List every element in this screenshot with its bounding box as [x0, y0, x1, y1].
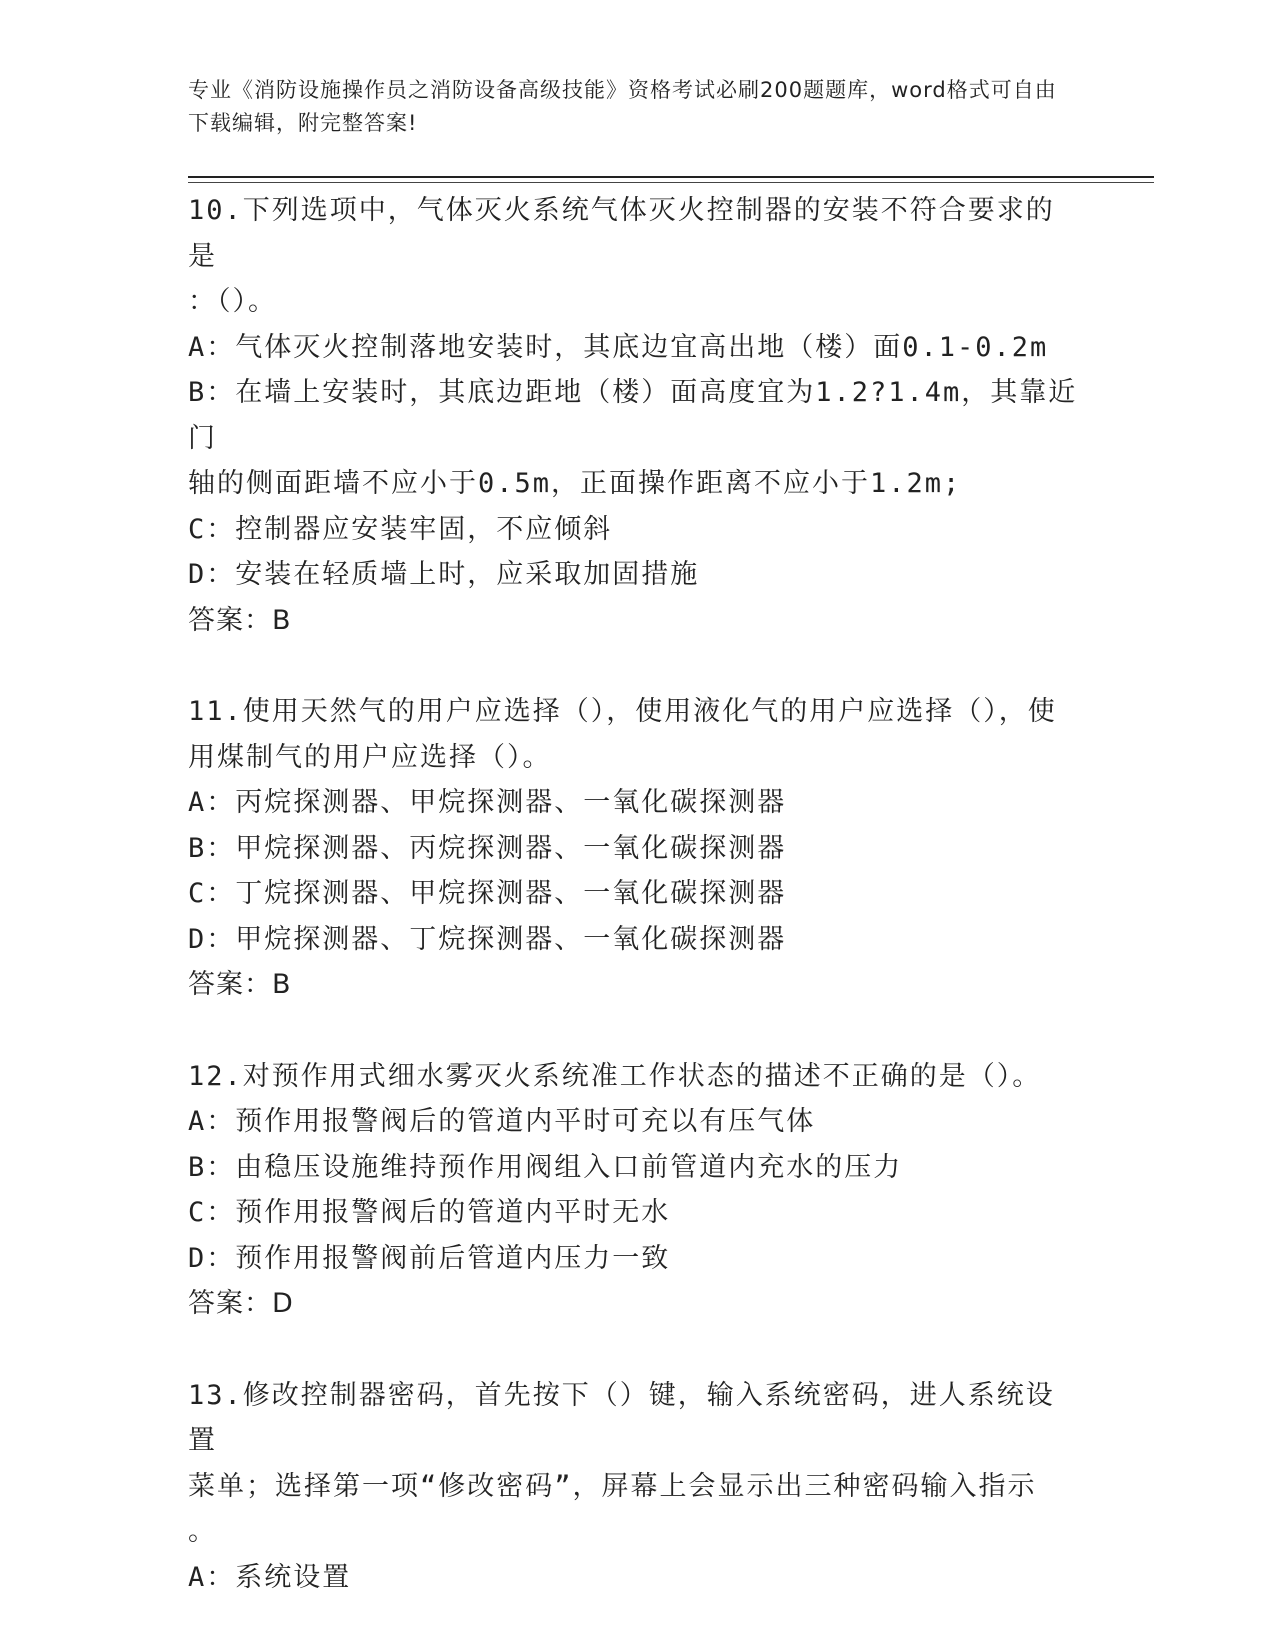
question-stem-line: 12.对预作用式细水雾灭火系统准工作状态的描述不正确的是（）。 — [188, 1060, 1042, 1092]
question-11 — [188, 689, 1088, 1008]
question-stem-line: 10.下列选项中，气体灭火系统气体灭火控制器的安装不符合要求的是 — [188, 195, 1055, 272]
option-a: A：预作用报警阀后的管道内平时可充以有压气体 — [188, 1106, 816, 1137]
option-c: C：丁烷探测器、甲烷探测器、一氧化碳探测器 — [188, 878, 787, 909]
question-stem-line: 菜单；选择第一项“修改密码”，屏幕上会显示出三种密码输入指示 — [188, 1470, 1037, 1502]
question-stem-line: 用煤制气的用户应选择（）。 — [188, 741, 552, 773]
question-stem-line: 13.修改控制器密码，首先按下（）键，输入系统密码，进人系统设置 — [188, 1379, 1055, 1456]
option-b: B：在墙上安装时，其底边距地（楼）面高度宜为1.2?1.4m，其靠近门 — [188, 377, 1078, 454]
option-a: A：丙烷探测器、甲烷探测器、一氧化碳探测器 — [188, 787, 787, 818]
question-stem-line: 11.使用天然气的用户应选择（），使用液化气的用户应选择（），使 — [188, 696, 1057, 727]
spacer — [188, 1008, 1088, 1054]
option-c: C：预作用报警阀后的管道内平时无水 — [188, 1197, 671, 1228]
question-stem-line: 。 — [188, 1516, 217, 1547]
option-d: D：甲烷探测器、丁烷探测器、一氧化碳探测器 — [188, 923, 787, 955]
option-b: B：由稳压设施维持预作用阀组入口前管道内充水的压力 — [188, 1151, 903, 1183]
question-stem-line: ：（）。 — [188, 286, 277, 317]
document-header: 专业《消防设施操作员之消防设备高级技能》资格考试必刷200题题库，word格式可自由下载编辑，附完整答案! — [188, 78, 1057, 135]
option-b-continued: 轴的侧面距墙不应小于0.5m，正面操作距离不应小于1.2m; — [188, 468, 962, 499]
spacer — [188, 643, 1088, 689]
option-d: D：安装在轻质墙上时，应采取加固措施 — [188, 559, 700, 590]
header-rule-thin — [188, 182, 1154, 183]
question-13 — [188, 1373, 1088, 1601]
option-a: A：系统设置 — [188, 1561, 352, 1593]
question-10 — [188, 188, 1088, 643]
question-list — [188, 188, 1088, 1600]
option-b: B：甲烷探测器、丙烷探测器、一氧化碳探测器 — [188, 832, 787, 864]
spacer — [188, 1327, 1088, 1373]
answer-label: 答案：D — [188, 1288, 294, 1319]
question-12 — [188, 1054, 1088, 1327]
header-rule-thick — [188, 176, 1154, 178]
answer-label: 答案：B — [188, 604, 292, 636]
answer-label: 答案：B — [188, 969, 292, 1000]
option-d: D：预作用报警阀前后管道内压力一致 — [188, 1242, 671, 1274]
option-c: C：控制器应安装牢固，不应倾斜 — [188, 513, 613, 545]
option-a: A：气体灭火控制落地安装时，其底边宜高出地（楼）面0.1-0.2m — [188, 331, 1049, 363]
